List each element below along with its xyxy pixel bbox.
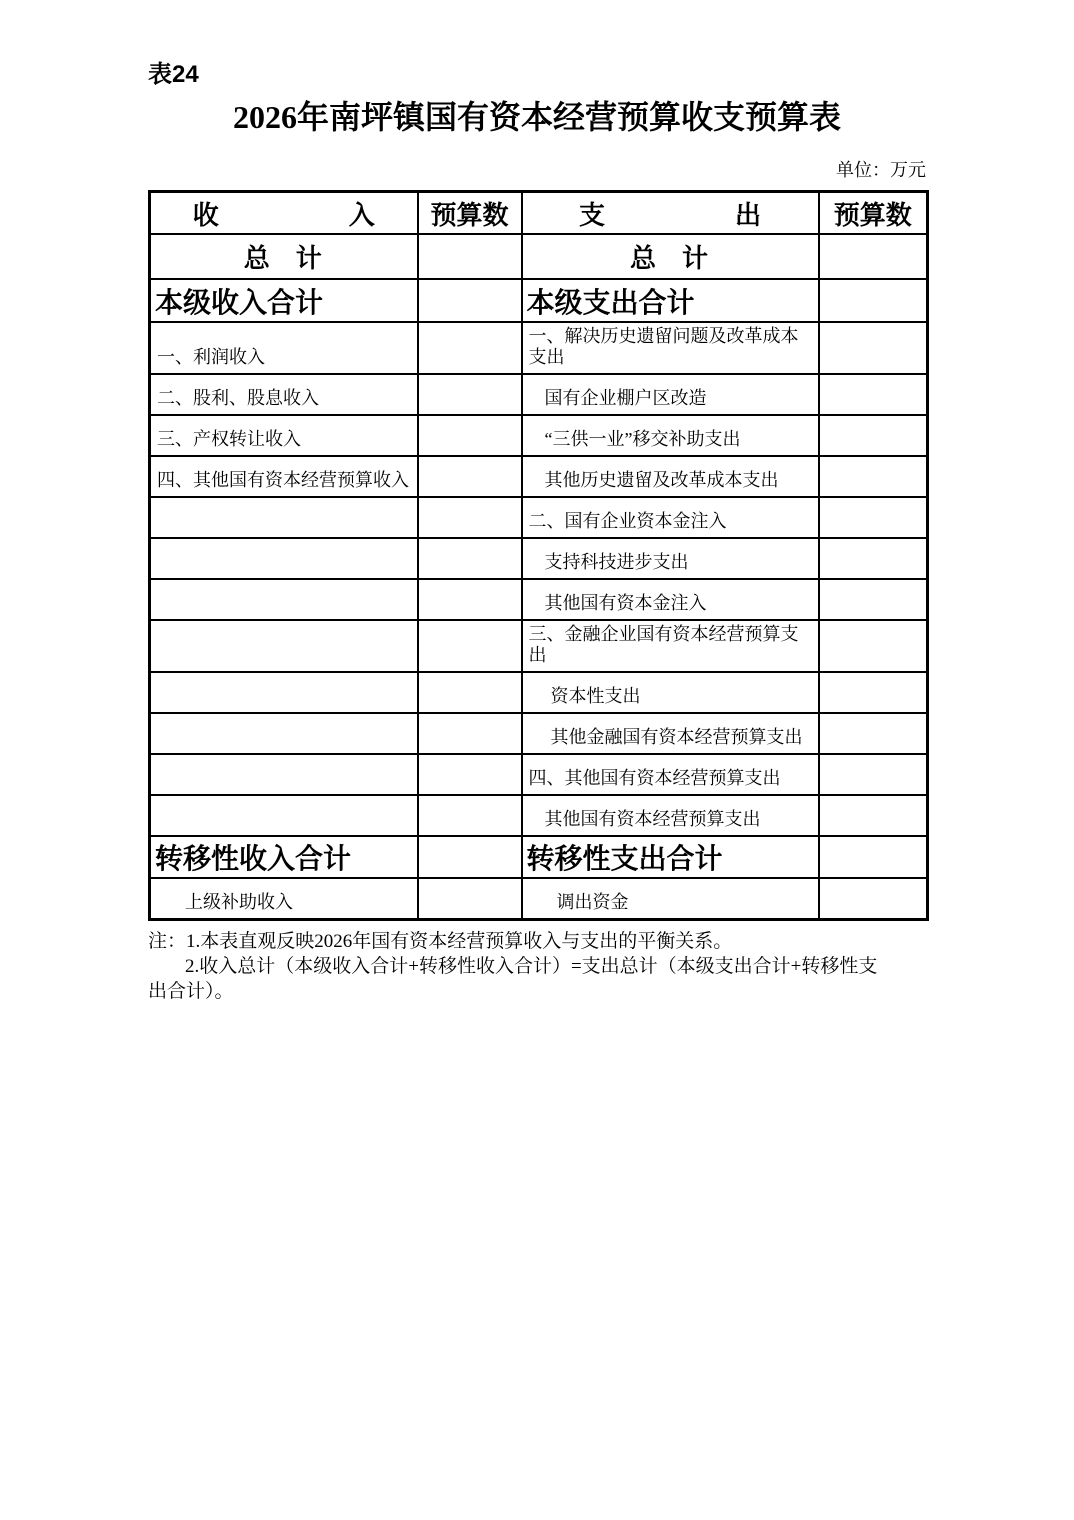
table-row <box>150 456 928 497</box>
header-expenditure-column: 支 出 <box>522 192 819 235</box>
expenditure-budget-cell <box>819 620 928 672</box>
income-item-cell <box>150 579 418 620</box>
table-header-row <box>150 192 928 235</box>
note-line: 2.收入总计（本级收入合计+转移性收入合计）=支出总计（本级支出合计+转移性支 <box>185 956 878 977</box>
expenditure-item-cell: 其他国有资本金注入 <box>522 579 819 620</box>
income-budget-cell <box>418 322 522 374</box>
table-row <box>150 878 928 920</box>
expenditure-budget-cell <box>819 279 928 322</box>
expenditure-item-cell: 其他历史遗留及改革成本支出 <box>522 456 819 497</box>
expenditure-item-cell: 资本性支出 <box>522 672 819 713</box>
table-row <box>150 836 928 878</box>
expenditure-budget-cell <box>819 672 928 713</box>
table-row <box>150 322 928 374</box>
expenditure-item-cell: 一、解决历史遗留问题及改革成本支出 <box>522 322 819 374</box>
expenditure-budget-cell <box>819 374 928 415</box>
budget-table <box>148 190 929 921</box>
table-row <box>150 374 928 415</box>
expenditure-budget-cell <box>819 415 928 456</box>
unit-label: 单位：万元 <box>836 160 926 180</box>
income-item-cell <box>150 795 418 836</box>
table-row <box>150 234 928 279</box>
table-row <box>150 795 928 836</box>
expenditure-budget-cell <box>819 878 928 920</box>
expenditure-budget-cell <box>819 795 928 836</box>
table-row <box>150 415 928 456</box>
income-budget-cell <box>418 279 522 322</box>
income-item-cell <box>150 497 418 538</box>
expenditure-budget-cell <box>819 234 928 279</box>
income-item-cell <box>150 713 418 754</box>
income-item-cell: 上级补助收入 <box>150 878 418 920</box>
expenditure-item-cell: “三供一业”移交补助支出 <box>522 415 819 456</box>
expenditure-item-cell: 总 计 <box>522 234 819 279</box>
expenditure-item-cell: 本级支出合计 <box>522 279 819 322</box>
expenditure-item-cell: 三、金融企业国有资本经营预算支出 <box>522 620 819 672</box>
table-row <box>150 672 928 713</box>
expenditure-item-cell: 二、国有企业资本金注入 <box>522 497 819 538</box>
income-item-cell <box>150 538 418 579</box>
income-budget-cell <box>418 579 522 620</box>
income-item-cell: 四、其他国有资本经营预算收入 <box>150 456 418 497</box>
income-item-cell: 转移性收入合计 <box>150 836 418 878</box>
expenditure-budget-cell <box>819 497 928 538</box>
income-item-cell: 一、利润收入 <box>150 322 418 374</box>
income-budget-cell <box>418 234 522 279</box>
income-budget-cell <box>418 620 522 672</box>
header-income-budget-column: 预算数 <box>418 192 522 235</box>
page-title: 2026年南坪镇国有资本经营预算收支预算表 <box>232 99 841 135</box>
table-number-label: 表24 <box>148 61 199 88</box>
expenditure-budget-cell <box>819 713 928 754</box>
expenditure-item-cell: 其他金融国有资本经营预算支出 <box>522 713 819 754</box>
expenditure-item-cell: 四、其他国有资本经营预算支出 <box>522 754 819 795</box>
income-budget-cell <box>418 878 522 920</box>
header-income-column: 收 入 <box>150 192 418 235</box>
income-item-cell: 二、股利、股息收入 <box>150 374 418 415</box>
income-budget-cell <box>418 836 522 878</box>
expenditure-budget-cell <box>819 579 928 620</box>
income-item-cell: 总 计 <box>150 234 418 279</box>
table-row <box>150 754 928 795</box>
income-budget-cell <box>418 754 522 795</box>
expenditure-item-cell: 其他国有资本经营预算支出 <box>522 795 819 836</box>
expenditure-budget-cell <box>819 322 928 374</box>
expenditure-item-cell: 国有企业棚户区改造 <box>522 374 819 415</box>
note-line: 出合计）。 <box>148 981 234 1002</box>
income-budget-cell <box>418 672 522 713</box>
income-item-cell <box>150 754 418 795</box>
income-item-cell <box>150 620 418 672</box>
table-row <box>150 538 928 579</box>
expenditure-item-cell: 调出资金 <box>522 878 819 920</box>
income-item-cell: 三、产权转让收入 <box>150 415 418 456</box>
document-page <box>148 0 926 1004</box>
income-budget-cell <box>418 374 522 415</box>
expenditure-budget-cell <box>819 754 928 795</box>
income-budget-cell <box>418 538 522 579</box>
expenditure-item-cell: 转移性支出合计 <box>522 836 819 878</box>
income-budget-cell <box>418 497 522 538</box>
income-budget-cell <box>418 456 522 497</box>
income-item-cell <box>150 672 418 713</box>
table-row <box>150 713 928 754</box>
expenditure-budget-cell <box>819 538 928 579</box>
expenditure-budget-cell <box>819 836 928 878</box>
header-expenditure-budget-column: 预算数 <box>819 192 928 235</box>
table-row <box>150 579 928 620</box>
income-item-cell: 本级收入合计 <box>150 279 418 322</box>
income-budget-cell <box>418 795 522 836</box>
income-budget-cell <box>418 415 522 456</box>
expenditure-budget-cell <box>819 456 928 497</box>
notes-block <box>148 929 926 1004</box>
expenditure-item-cell: 支持科技进步支出 <box>522 538 819 579</box>
table-row <box>150 497 928 538</box>
table-row <box>150 620 928 672</box>
note-line: 注：1.本表直观反映2026年国有资本经营预算收入与支出的平衡关系。 <box>148 931 733 952</box>
budget-table-body <box>150 234 928 920</box>
income-budget-cell <box>418 713 522 754</box>
table-row <box>150 279 928 322</box>
